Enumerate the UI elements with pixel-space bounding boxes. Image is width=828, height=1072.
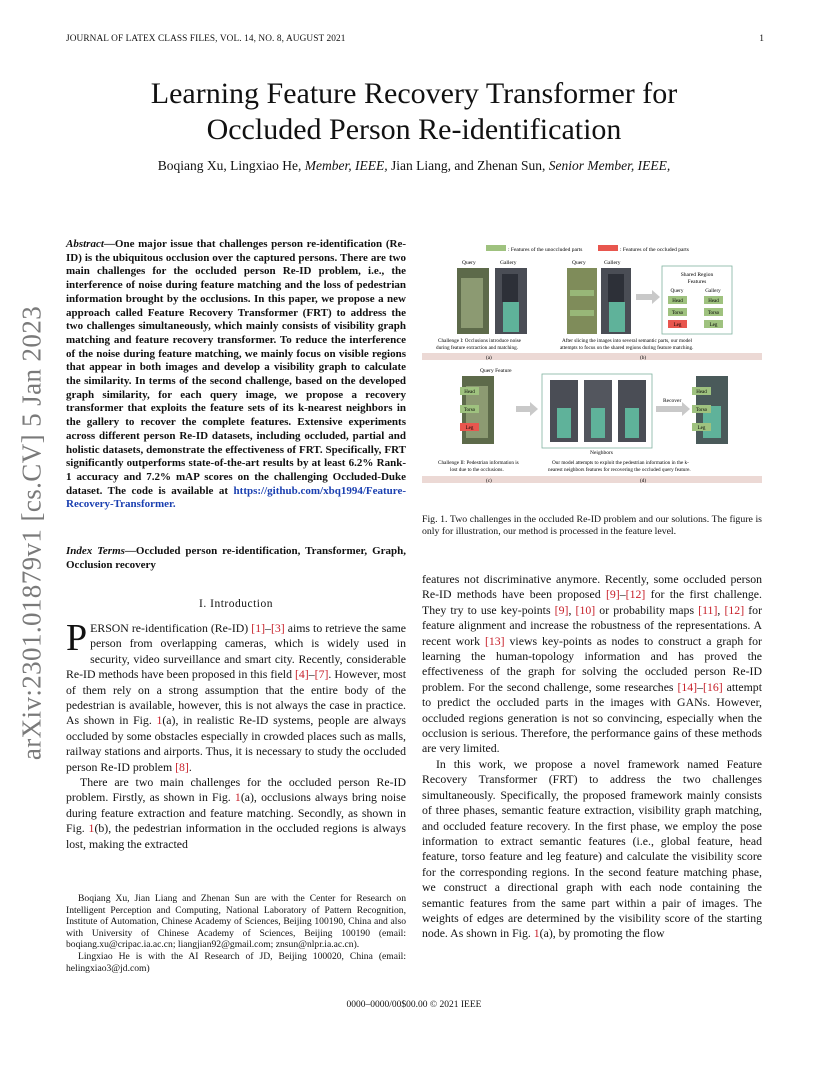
label-query-a: Query bbox=[462, 260, 476, 266]
text-run: (b), the pedestrian information in the occluded regions is always lost, making the extracted bbox=[66, 821, 406, 851]
caption-b-line-1: After slicing the images into several semantic parts, our model bbox=[562, 338, 692, 344]
label-query-feature: Query Feature bbox=[480, 368, 512, 374]
author-role-b: Senior Member, IEEE, bbox=[548, 158, 671, 173]
shared-gallery-label: Gallery bbox=[705, 288, 721, 294]
text-run: – bbox=[697, 679, 704, 694]
arrow-d bbox=[656, 402, 690, 416]
text-run: There are two main challenges for the occluded person Re-ID problem. Firstly, as shown in Fig. bbox=[66, 775, 406, 805]
citation[interactable]: [12] bbox=[724, 602, 745, 617]
gallery-person-torso-a bbox=[502, 274, 518, 302]
author-role-a: Member, IEEE, bbox=[304, 158, 388, 173]
label-gallery-b: Gallery bbox=[604, 260, 621, 266]
author-list bbox=[0, 158, 828, 174]
text-run: (a), in realistic Re-ID systems, people are always occluded by some obstacles especially in crowded places such as malls, railway stations and airports. Thus, it is necessary to study the occluded person Re-ID problem bbox=[66, 713, 406, 774]
text-run: – bbox=[308, 667, 315, 682]
gallery-person-torso-b bbox=[608, 274, 624, 302]
citation[interactable]: [8] bbox=[175, 759, 189, 774]
chip-torso-c-label: Torso bbox=[463, 408, 476, 413]
text-run: (a), occlusions always bring noise during feature extraction and feature matching. Secondly, as shown in Fig. bbox=[66, 790, 407, 836]
code-link[interactable]: https://github.com/xbq1994/Feature-Recovery-Transformer. bbox=[66, 484, 406, 511]
right-column-text bbox=[422, 572, 762, 942]
citation[interactable]: [11] bbox=[698, 602, 718, 617]
legend-occluded: : Features of the occluded parts bbox=[620, 247, 689, 253]
citation[interactable]: [9] bbox=[605, 587, 620, 602]
citation[interactable]: [7] bbox=[314, 667, 329, 682]
chip-head-q-label: Head bbox=[672, 299, 683, 304]
section-heading: I. Introduction bbox=[199, 598, 273, 610]
text-run: aims to retrieve the same person from overlapping cameras, which is widely used in security, video surveillance and smart city. Recently, considerable Re-ID methods have been proposed in this field bbox=[66, 621, 406, 682]
legend-swatch-unoccluded bbox=[486, 245, 506, 251]
label-c: (c) bbox=[486, 478, 492, 484]
figure-reference[interactable]: 1 bbox=[156, 713, 163, 728]
footnote-affiliation-2: Lingxiao He is with the AI Research of JD, Beijing 100020, China (email: helingxiao3@jd.com) bbox=[66, 950, 406, 974]
chip-leg-d-label: Leg bbox=[697, 426, 706, 431]
shared-query-label: Query bbox=[670, 288, 684, 294]
abstract bbox=[66, 238, 406, 512]
right-paragraph-2 bbox=[422, 757, 762, 942]
paper-title bbox=[0, 76, 828, 148]
citation[interactable]: [16] bbox=[703, 679, 723, 694]
legend-unoccluded: : Features of the unoccluded parts bbox=[508, 247, 583, 253]
author-names-b: Jian Liang, and Zhenan Sun, bbox=[387, 158, 549, 173]
caption-a-line-1: Challenge I: Occlusions introduce noise bbox=[438, 338, 521, 344]
figure-reference[interactable]: 1 bbox=[533, 926, 540, 941]
citation[interactable]: [13] bbox=[484, 633, 505, 648]
slice-b-1 bbox=[570, 290, 594, 296]
arrow-c bbox=[516, 402, 538, 416]
text-run: (a), by promoting the flow bbox=[539, 926, 665, 941]
citation[interactable]: [12] bbox=[625, 587, 646, 602]
text-run: . However, most of them rely on a strong assumption that the entire body of the pedestrian is available, however, this is not always the case in practice. As shown in Fig. bbox=[66, 667, 406, 728]
citation[interactable]: [1] bbox=[251, 621, 266, 635]
page-number: 1 bbox=[759, 34, 764, 44]
caption-d-line-1: Our model attempts to exploit the pedestrian information in the k- bbox=[552, 460, 689, 466]
footnote-affiliation-1: Boqiang Xu, Jian Liang and Zhenan Sun are with the Center for Research on Intelligent Perception and Computing, National Laboratory of Pattern Recognition, Institute of Automation, Chinese Academy of Sciences, Beijing 100190, China and also with University of Chinese Academy of Sciences, Beijing 100190 (email: boqiang.xu@cripac.ia.ac.cn; liangjian92@gmail.com; znsun@nlpr.ia.ac.cn). bbox=[66, 893, 406, 951]
arxiv-stamp bbox=[4, 298, 60, 768]
figure-1 bbox=[420, 240, 764, 490]
slice-b-2 bbox=[570, 310, 594, 316]
band-ab bbox=[422, 353, 762, 360]
text-run: for the first challenge. They try to use key-points bbox=[422, 587, 762, 617]
text-run: , bbox=[717, 602, 725, 617]
text-run: – bbox=[619, 587, 626, 602]
text-run: . bbox=[188, 759, 192, 774]
abstract-body: —One major issue that challenges person re-identification (Re-ID) is the ubiquitous occlusion over the captured persons. There are two main challenges for the occluded person Re-ID problem, i.e., the interference of noise during feature matching and the loss of pedestrian information brought by the occlusions. In this paper, we propose a new approach called Feature Recovery Transformer (FRT) to address the two challenges simultaneously, which mainly consists of visibility graph matching and feature recovery transformer. To reduce the interference of the noise during feature matching, we mainly focus on visible regions that appear in both images and develop a visibility graph to calculate the similarity. In terms of the second challenge, based on the developed graph similarity, for each query image, we propose a recovery transformer that exploits the feature sets of its k-nearest neighbors in the gallery to recover the complete features. Extensive experiments across different person Re-ID datasets, including occluded, partial and holistic datasets, demonstrate the effectiveness of FRT. Specifically, FRT significantly outperforms state-of-the-art results by at least 6.2% Rank-1 accuracy and 7.2% mAP scores on the challenging Occluded-Duke dataset. The code is available at bbox=[66, 238, 406, 497]
label-gallery-a: Gallery bbox=[500, 260, 517, 266]
chip-leg-g-label: Leg bbox=[709, 323, 718, 328]
chip-leg-q-label: Leg bbox=[673, 323, 682, 328]
chip-torso-d-label: Torso bbox=[695, 408, 708, 413]
intro-paragraph-1 bbox=[66, 617, 406, 775]
chip-leg-c-label: Leg bbox=[465, 426, 474, 431]
footnotes bbox=[66, 893, 406, 974]
text-run: re-identification (Re-ID) bbox=[128, 621, 252, 635]
text-run: attempt to predict the occluded parts in the images with GANs. However, occluded regions generation is not so convincing, especially when the occlusion is serious. Therefore, the performance gains of these methods are very limited. bbox=[422, 679, 762, 756]
figure-reference[interactable]: 1 bbox=[234, 790, 241, 805]
text-run: In this work, we propose a novel framework named Feature Recovery Transformer (FRT) to address the two challenges simultaneously. Specifically, the proposed framework mainly consists of three phases, semantic feature extraction, visibility graph matching, and occluded feature recovery. In the first phase, we employ the pose information to extract semantic features (i.e., global feature, head feature, torso feature and leg feature) and calculate the visibility score for the corresponding regions. In the second feature matching phase, we construct a directional graph with each node containing the semantic features from the same part within a pair of images. The weights of edges are determined by the visibility score of the starting node. As shown in Fig. bbox=[422, 756, 762, 941]
band-cd bbox=[422, 476, 762, 483]
text-run: views key-points as nodes to construct a graph for learning the human-topology information and has proved the effectiveness of the graph for solving the occluded person Re-ID problem. For the second challenge, some researches bbox=[422, 633, 762, 694]
query-image-b bbox=[567, 268, 597, 334]
caption-b-line-2: attempts to focus on the shared regions during feature matching. bbox=[560, 345, 694, 351]
legend-swatch-occluded bbox=[598, 245, 618, 251]
index-terms-lead: Index Terms bbox=[66, 545, 125, 557]
citation[interactable]: [3] bbox=[270, 621, 285, 635]
chip-torso-g-label: Torso bbox=[707, 311, 720, 316]
index-terms-body: —Occluded person re-identification, Transformer, Graph, Occlusion recovery bbox=[66, 545, 406, 571]
label-recover: Recover bbox=[663, 398, 682, 404]
figure-caption: Fig. 1. Two challenges in the occluded Re-ID problem and our solutions. The figure is only for illustration, our method is processed in the feature level. bbox=[422, 514, 762, 538]
neighbor-3-legs bbox=[625, 408, 639, 438]
title-line-1: Learning Feature Recovery Transformer for bbox=[150, 77, 678, 110]
text-run: for feature alignment and increase the robustness of the representations. A recent work bbox=[422, 602, 763, 648]
chip-head-g-label: Head bbox=[708, 299, 719, 304]
neighbor-1-legs bbox=[557, 408, 571, 438]
text-run: , bbox=[568, 602, 576, 617]
arxiv-stamp-text: arXiv:2301.01879v1 [cs.CV] 5 Jan 2023 bbox=[16, 305, 47, 761]
label-a: (a) bbox=[486, 355, 492, 361]
intro-paragraph-2 bbox=[66, 775, 406, 852]
citation[interactable]: [14] bbox=[677, 679, 698, 694]
figure-1-illustration bbox=[420, 240, 764, 490]
running-header: JOURNAL OF LATEX CLASS FILES, VOL. 14, NO. 8, AUGUST 2021 bbox=[66, 34, 346, 44]
label-d: (d) bbox=[640, 478, 647, 484]
citation[interactable]: [9] bbox=[554, 602, 569, 617]
shared-title-1: Shared Region bbox=[680, 272, 714, 278]
drop-cap: P bbox=[66, 617, 88, 659]
chip-head-d-label: Head bbox=[696, 390, 707, 395]
neighbor-2-legs bbox=[591, 408, 605, 438]
chip-head-c-label: Head bbox=[464, 390, 475, 395]
copyright-footer: 0000–0000/00$00.00 © 2021 IEEE bbox=[346, 1000, 482, 1010]
text-run: – bbox=[265, 621, 271, 635]
title-line-2: Occluded Person Re-identification bbox=[206, 113, 622, 146]
query-person-a bbox=[461, 278, 483, 328]
arrow-b bbox=[636, 290, 660, 304]
gallery-person-legs-a bbox=[503, 302, 519, 332]
text-run: features not discriminative anymore. Recently, some occluded person Re-ID methods have been proposed bbox=[422, 572, 762, 602]
label-b: (b) bbox=[640, 355, 647, 361]
author-names-a: Boqiang Xu, Lingxiao He, bbox=[157, 158, 305, 173]
introduction-text bbox=[66, 617, 407, 852]
abstract-lead: Abstract bbox=[66, 238, 104, 250]
right-paragraph-1 bbox=[422, 572, 762, 757]
index-terms bbox=[66, 545, 406, 572]
caption-c-line-1: Challenge II: Pedestrian information is bbox=[438, 460, 519, 466]
small-caps-word: ERSON bbox=[90, 621, 129, 635]
chip-torso-q-label: Torso bbox=[671, 311, 684, 316]
caption-d-line-2: nearest neighbors features for recovering the occluded query feature. bbox=[548, 467, 691, 473]
label-query-b: Query bbox=[572, 260, 586, 266]
figure-reference[interactable]: 1 bbox=[88, 821, 95, 836]
text-run: or probability maps bbox=[595, 602, 699, 617]
label-neighbors: Neighbors bbox=[590, 450, 613, 456]
caption-c-line-2: lost due to the occlusions. bbox=[450, 467, 504, 473]
shared-title-2: Features bbox=[687, 279, 707, 285]
citation[interactable]: [10] bbox=[575, 602, 596, 617]
citation[interactable]: [4] bbox=[294, 667, 309, 682]
caption-a-line-2: during feature extraction and matching. bbox=[436, 345, 518, 351]
gallery-person-legs-b bbox=[609, 302, 625, 332]
